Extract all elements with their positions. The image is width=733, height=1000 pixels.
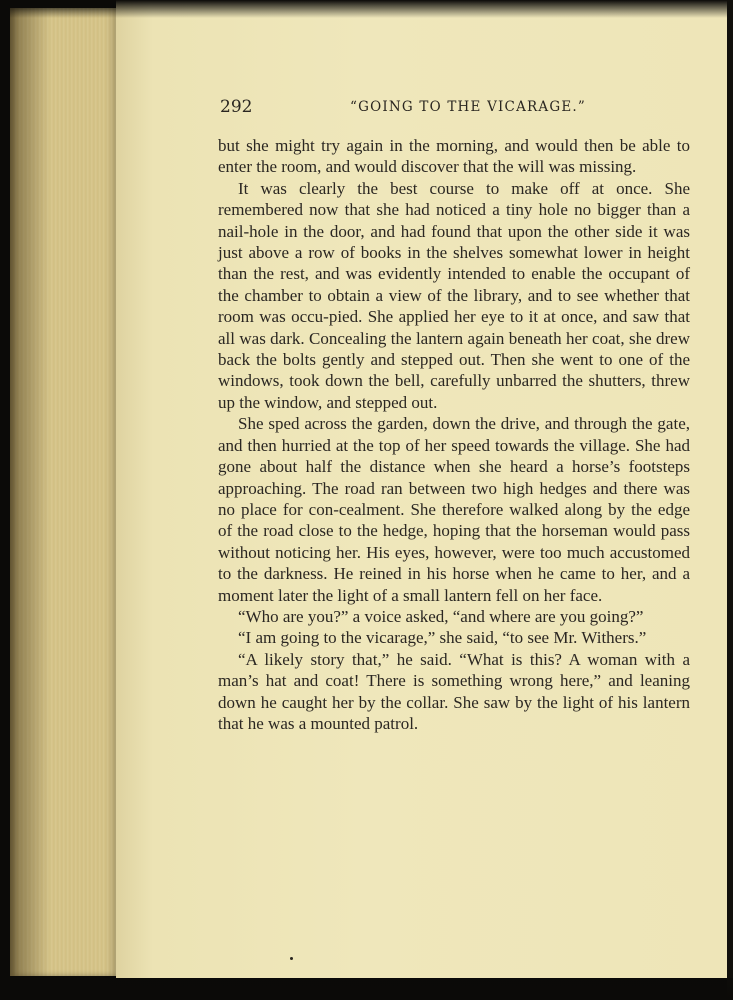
running-title: “GOING TO THE VICARAGE.”: [350, 99, 586, 115]
top-shadow: [0, 0, 733, 18]
bottom-shadow: [0, 978, 733, 1000]
paragraph: It was clearly the best course to make off at once. She remembered now that she had noticed a tiny hole no bigger than a nail-hole in the door, and had found that upon the other side it was just above a row of books in the shelves somewhat lower in height than the rest, and was evidently intended to enable the occupant of the chamber to obtain a view of the library, and to see whether that room was occu-pied. She applied her eye to it at once, and saw that all was dark. Concealing the lantern again beneath her coat, she drew back the bolts gently and stepped out. Then she went to one of the windows, took down the bell, carefully unbarred the shutters, threw up the window, and stepped out.: [218, 178, 690, 412]
paragraph: but she might try again in the morning, and would then be able to enter the room, and would discover that the will was missing.: [218, 136, 690, 177]
ink-speck: [290, 957, 293, 960]
paragraph: “Who are you?” a voice asked, “and where are you going?”: [238, 606, 644, 626]
page-header: [220, 97, 716, 121]
body-text: [218, 135, 690, 734]
page-edges-shadow: [10, 8, 50, 976]
paragraph: “I am going to the vicarage,” she said, “to see Mr. Withers.”: [238, 628, 647, 648]
paragraph: She sped across the garden, down the drive, and through the gate, and then hurried at the top of her speed towards the village. She had gone about half the distance when she heard a horse’s footsteps approaching. The road ran between two high hedges and there was no place for con-cealment. She therefore walked along by the edge of the road close to the hedge, hoping that the horseman would pass without noticing her. His eyes, however, were too much accustomed to the darkness. He reined in his horse when he came to her, and a moment later the light of a small lantern fell on her face.: [218, 414, 690, 605]
book-page: [116, 0, 733, 978]
right-shadow: [727, 0, 733, 1000]
page-number: 292: [220, 97, 253, 117]
paragraph: “A likely story that,” he said. “What is this? A woman with a man’s hat and coat! There is something wrong here,” and leaning down he caught her by the collar. She saw by the light of his lantern that he was a mounted patrol.: [218, 649, 690, 733]
